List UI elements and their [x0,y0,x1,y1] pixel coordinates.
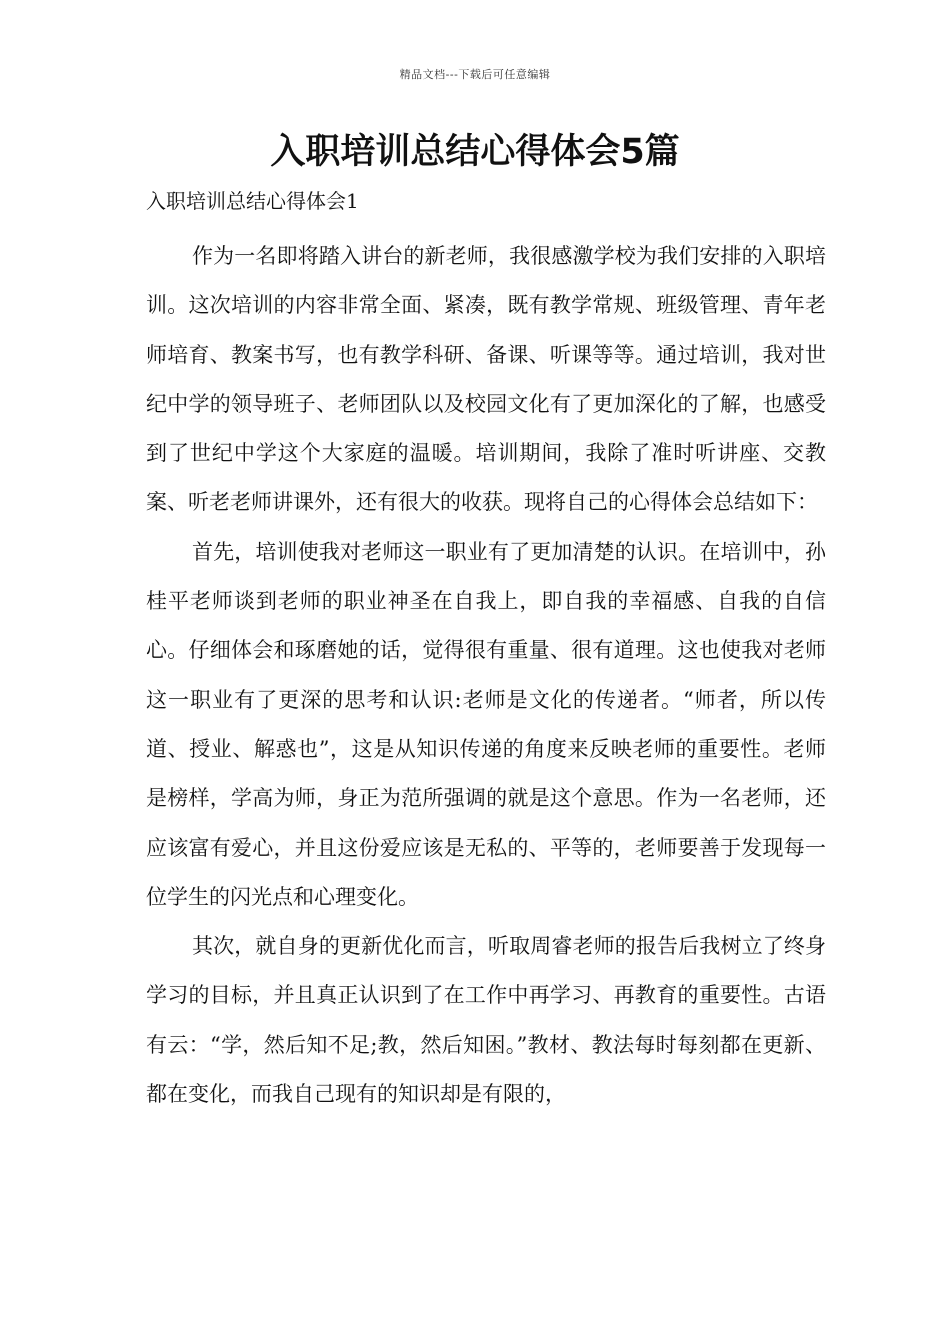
paragraph-2: 首先，培训使我对老师这一职业有了更加清楚的认识。在培训中，孙桂平老师谈到老师的职业神圣在自我上，即自我的幸福感、自我的自信心。仔细体会和琢磨她的话，觉得很有重量、很有道理。这也使我对老师这一职业有了更深的思考和认识:老师是文化的传递者。“师者，所以传道、授业、解惑也”，这是从知识传递的角度来反映老师的重要性。老师是榜样，学高为师，身正为范所强调的就是这个意思。作为一名老师，还应该富有爱心，并且这份爱应该是无私的、平等的，老师要善于发现每一位学生的闪光点和心理变化。 [146,539,826,909]
paragraph-1: 作为一名即将踏入讲台的新老师，我很感激学校为我们安排的入职培训。这次培训的内容非常全面、紧凑，既有教学常规、班级管理、青年老师培育、教案书写，也有教学科研、备课、听课等等。通过培训，我对世纪中学的领导班子、老师团队以及校园文化有了更加深化的了解，也感受到了世纪中学这个大家庭的温暖。培训期间，我除了准时听讲座、交教案、听老老师讲课外，还有很大的收获。现将自己的心得体会总结如下： [146,244,826,515]
header-note: 精品文档---下载后可任意编辑 [399,68,551,81]
section-heading: 入职培训总结心得体会1 [146,189,359,213]
body-text [146,232,826,1119]
paragraph-3: 其次，就自身的更新优化而言，听取周睿老师的报告后我树立了终身学习的目标，并且真正认识到了在工作中再学习、再教育的重要性。古语有云：“学，然后知不足;教，然后知困。”教材、教法每时每刻都在更新、都在变化，而我自己现有的知识却是有限的， [146,934,826,1107]
document-title: 入职培训总结心得体会5篇 [270,132,680,172]
